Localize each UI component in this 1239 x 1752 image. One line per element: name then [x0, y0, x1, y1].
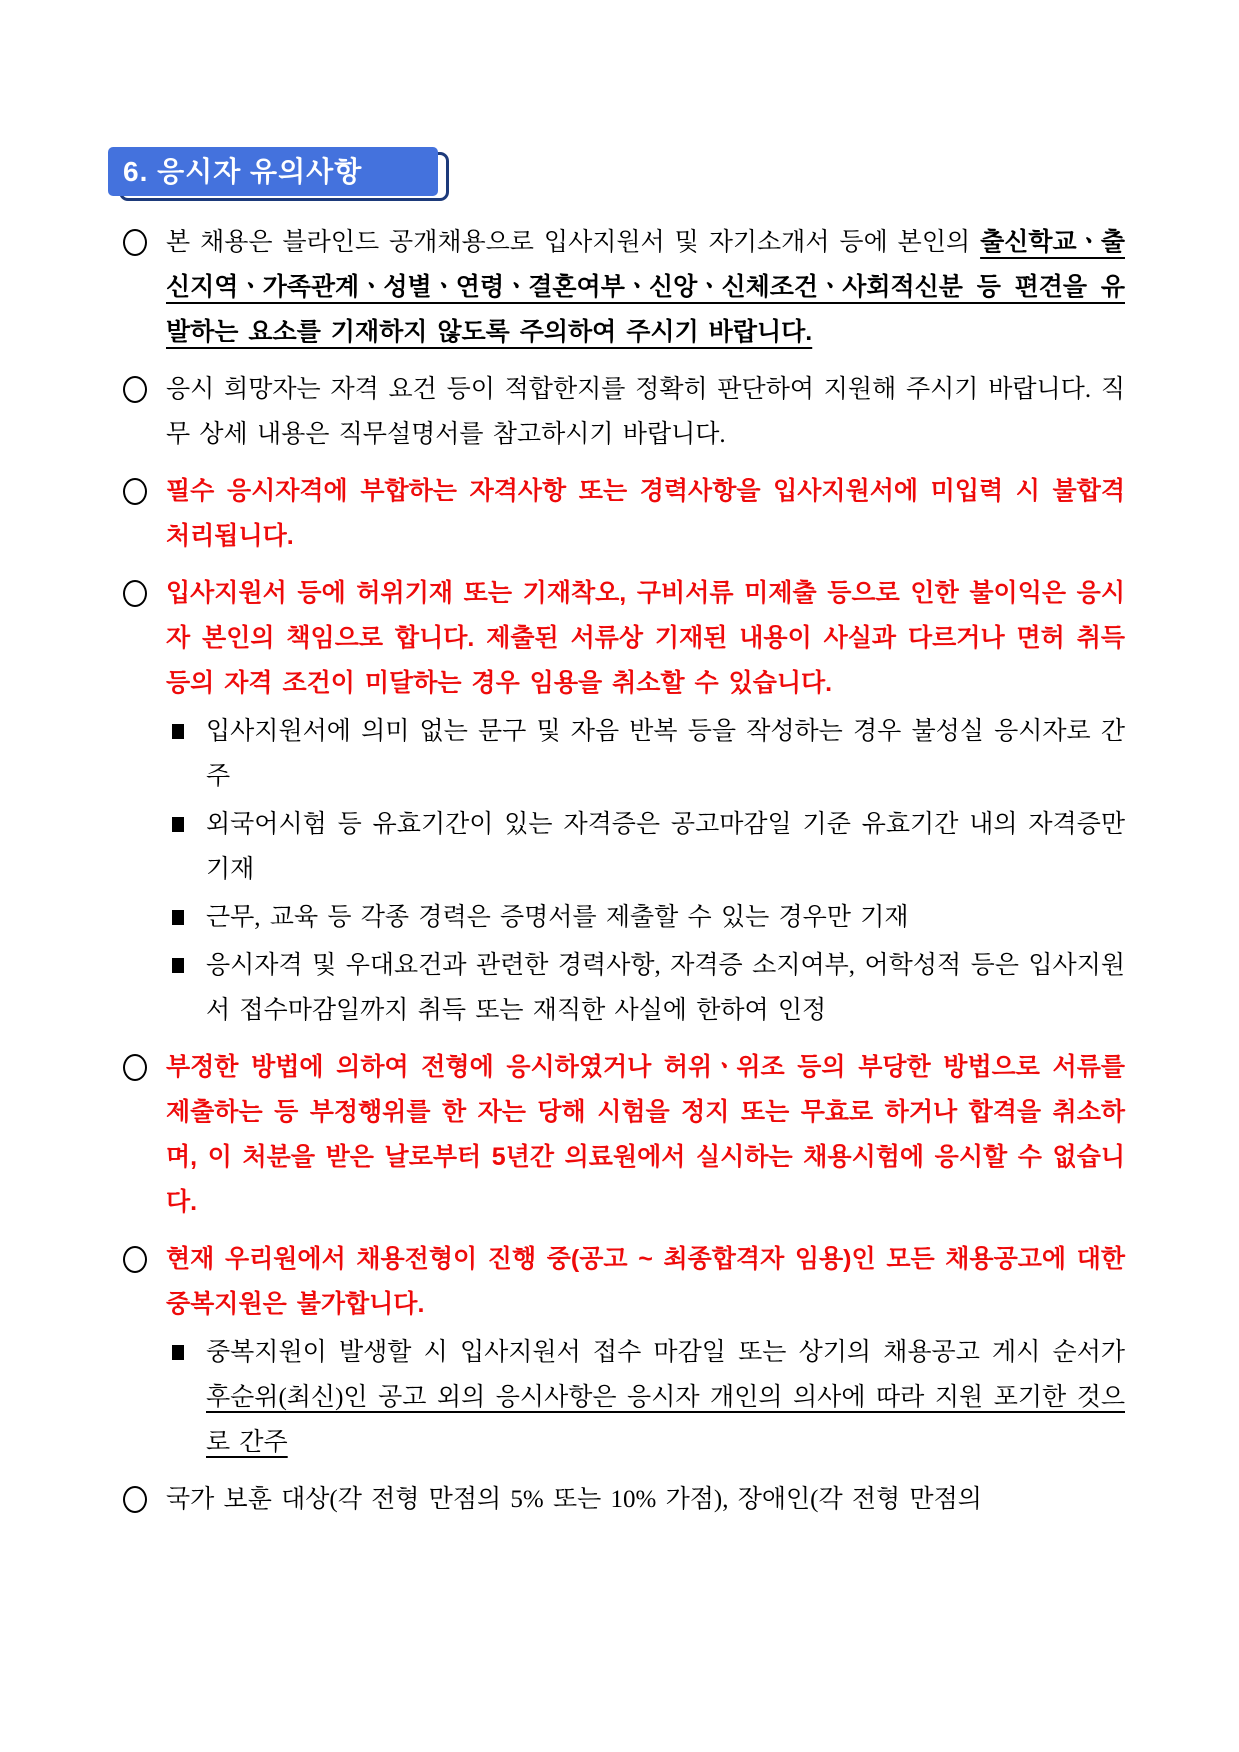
notice-text [206, 904, 909, 931]
notice-subitem [122, 943, 1125, 1033]
text-segment-plain: 응시 희망자는 자격 요건 등이 적합한지를 정확히 판단하여 지원해 주시기 바랍니다. 직무 상세 내용은 직무설명서를 참고하시기 바랍니다. [166, 376, 1125, 448]
circle-bullet-icon [123, 1246, 147, 1273]
text-segment-plain: 근무, 교육 등 각종 경력은 증명서를 제출할 수 있는 경우만 기재 [206, 904, 909, 931]
notice-list [122, 220, 1125, 1522]
notice-text [206, 718, 1125, 790]
square-bullet-icon [172, 1345, 184, 1360]
circle-bullet-icon [123, 229, 147, 256]
text-segment-plain: 국가 보훈 대상(각 전형 만점의 5% 또는 10% 가점), 장애인(각 전형 만점의 [166, 1486, 982, 1513]
text-segment-plain: 입사지원서에 의미 없는 문구 및 자음 반복 등을 작성하는 경우 불성실 응시자로 간주 [206, 718, 1125, 790]
notice-text [166, 580, 1125, 697]
notice-text [166, 478, 1125, 550]
notice-text [166, 1054, 1125, 1216]
section-title [108, 147, 438, 196]
text-segment-bold_underline: 출신학교ㆍ출신지역ㆍ가족관계ㆍ성별ㆍ연령ㆍ결혼여부ㆍ신앙ㆍ신체조건ㆍ사회적신분 등 편견을 유발하는 요소를 기재하지 않도록 주의하여 주시기 바랍니다. [166, 228, 1125, 346]
text-segment-plain: 중복지원이 발생할 시 입사지원서 접수 마감일 또는 상기의 채용공고 게시 순서가 [206, 1339, 1125, 1366]
notice-text [206, 811, 1125, 883]
notice-item [122, 1477, 1125, 1522]
section-title-banner [108, 147, 438, 196]
notice-text [206, 952, 1125, 1024]
text-segment-plain: 본 채용은 블라인드 공개채용으로 입사지원서 및 자기소개서 등에 본인의 [166, 229, 981, 256]
square-bullet-icon [172, 724, 184, 739]
circle-bullet-icon [123, 376, 147, 403]
notice-subitem [122, 895, 1125, 940]
text-segment-plain: 응시자격 및 우대요건과 관련한 경력사항, 자격증 소지여부, 어학성적 등은 입사지원서 접수마감일까지 취득 또는 재직한 사실에 한하여 인정 [206, 952, 1125, 1024]
notice-item [122, 1045, 1125, 1225]
notice-text [166, 1246, 1125, 1318]
text-segment-red: 부정한 방법에 의하여 전형에 응시하였거나 허위ㆍ위조 등의 부당한 방법으로 서류를 제출하는 등 부정행위를 한 자는 당해 시험을 정지 또는 무효로 하거나 합격을 취소하며, 이 처분을 받은 날로부터 5년간 의료원에서 실시하는 채용시험에 응시할 수 없습니다. [166, 1053, 1125, 1216]
text-segment-red: 입사지원서 등에 허위기재 또는 기재착오, 구비서류 미제출 등으로 인한 불이익은 응시자 본인의 책임으로 합니다. 제출된 서류상 기재된 내용이 사실과 다르거나 면허 취득 등의 자격 조건이 미달하는 경우 임용을 취소할 수 있습니다. [166, 579, 1125, 697]
notice-text [206, 1339, 1125, 1456]
section-title-text: 6. 응시자 유의사항 [123, 156, 363, 187]
notice-subitem [122, 802, 1125, 892]
text-segment-red: 현재 우리원에서 채용전형이 진행 중(공고 ~ 최종합격자 임용)인 모든 채용공고에 대한 중복지원은 불가합니다. [166, 1245, 1125, 1318]
notice-item [122, 1237, 1125, 1327]
notice-subitem [122, 709, 1125, 799]
notice-subitem [122, 1330, 1125, 1465]
square-bullet-icon [172, 958, 184, 973]
text-segment-plain: 외국어시험 등 유효기간이 있는 자격증은 공고마감일 기준 유효기간 내의 자격증만 기재 [206, 811, 1125, 883]
notice-text [166, 376, 1125, 448]
circle-bullet-icon [123, 580, 147, 607]
square-bullet-icon [172, 817, 184, 832]
notice-text [166, 1486, 982, 1513]
square-bullet-icon [172, 910, 184, 925]
notice-text [166, 229, 1125, 346]
notice-item [122, 367, 1125, 457]
text-segment-underline: 후순위(최신)인 공고 외의 응시사항은 응시자 개인의 의사에 따라 지원 포기한 것으로 간주 [206, 1384, 1125, 1456]
text-segment-red: 필수 응시자격에 부합하는 자격사항 또는 경력사항을 입사지원서에 미입력 시 불합격 처리됩니다. [166, 477, 1125, 550]
notice-item [122, 571, 1125, 706]
notice-item [122, 469, 1125, 559]
notice-item [122, 220, 1125, 355]
circle-bullet-icon [123, 478, 147, 505]
circle-bullet-icon [123, 1486, 147, 1513]
circle-bullet-icon [123, 1054, 147, 1081]
